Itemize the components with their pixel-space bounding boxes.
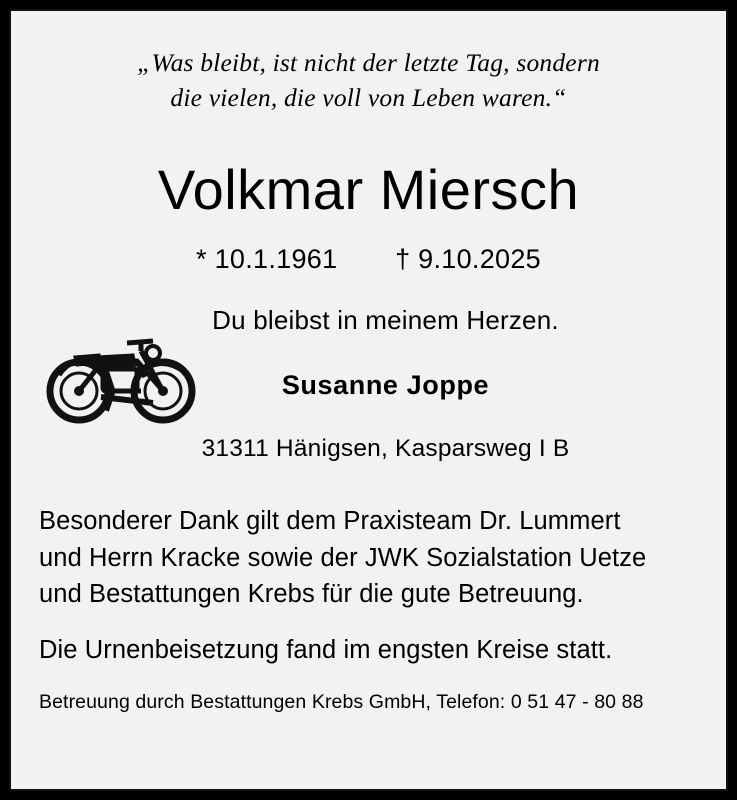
mourner-address: 31311 Hänigsen, Kasparsweg I B [201, 435, 570, 463]
middle-section [39, 305, 698, 481]
mourner-name: Susanne Joppe [281, 370, 490, 401]
ceremony-note: Die Urnenbeisetzung fand im engsten Kreise statt. [39, 635, 613, 664]
funeral-home-footer: Betreuung durch Bestattungen Krebs GmbH, Telefon: 0 51 47 - 80 88 [39, 690, 644, 713]
quote-text [39, 37, 698, 115]
motorcycle-icon [41, 313, 201, 433]
thanks-text [39, 503, 698, 612]
death-date: † 9.10.2025 [395, 244, 541, 275]
thanks-line-3: und Bestattungen Krebs für die gute Betreuung. [39, 579, 584, 608]
personal-message: Du bleibst in meinem Herzen. [212, 305, 559, 336]
quote-line-2: die vielen, die voll von Leben waren.“ [170, 83, 567, 113]
life-dates [39, 244, 698, 275]
thanks-line-2: und Herrn Kracke sowie der JWK Sozialstation Uetze [39, 543, 647, 572]
quote-line-1: „Was bleibt, ist nicht der letzte Tag, sondern [137, 48, 600, 77]
thanks-line-1: Besonderer Dank gilt dem Praxisteam Dr. Lummert [39, 507, 621, 536]
obituary-card [9, 9, 728, 791]
deceased-name: Volkmar Miersch [157, 158, 580, 222]
birth-date: * 10.1.1961 [196, 244, 338, 275]
